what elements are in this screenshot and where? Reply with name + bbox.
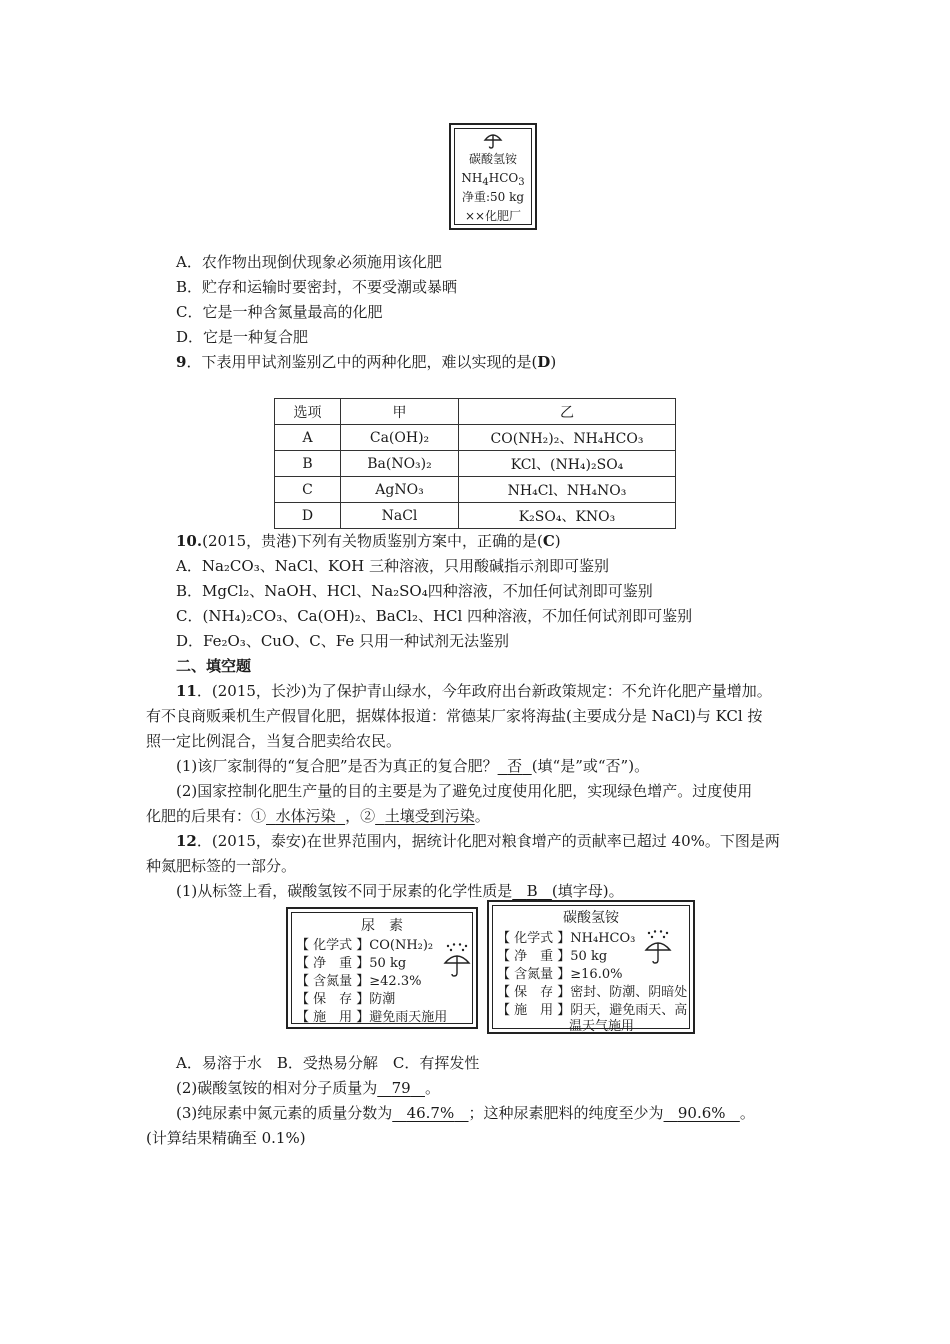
umbrella-icon xyxy=(455,132,531,150)
urea-label-row: 【 净 重 】50 kg xyxy=(296,956,407,971)
table-row: C AgNO₃ NH₄Cl、NH₄NO₃ xyxy=(275,477,676,503)
q12-answer-2: 79 xyxy=(391,1079,411,1097)
q11-answer-1: 否 xyxy=(507,757,523,775)
urea-label-title: 尿 素 xyxy=(361,918,403,934)
q10-option-b: B．MgCl₂、NaOH、HCl、Na₂SO₄四种溶液，不加任何试剂即可鉴别 xyxy=(176,582,653,600)
urea-label-row: 【 保 存 】防潮 xyxy=(296,992,396,1007)
q12-line1: 12．(2015，泰安)在世界范围内，据统计化肥对粮食增产的贡献率已超过 40%。下图是两 xyxy=(176,832,780,850)
q12-note: (计算结果精确至 0.1%) xyxy=(146,1129,306,1147)
q12-answer-1: B xyxy=(526,882,538,900)
q10-option-d: D．Fe₂O₃、CuO、C、Fe 只用一种试剂无法鉴别 xyxy=(176,632,509,650)
q11-part1: (1)该厂家制得的“复合肥”是否为真正的复合肥？ 否 (填“是”或“否”)。 xyxy=(176,757,650,775)
q11-line3: 照一定比例混合，当复合肥卖给农民。 xyxy=(146,732,402,750)
q8-option-b: B．贮存和运输时要密封，不要受潮或暴晒 xyxy=(176,278,458,296)
fertilizer-label-box xyxy=(449,123,537,230)
q9-stem: 9．下表用甲试剂鉴别乙中的两种化肥，难以实现的是(D) xyxy=(176,353,557,371)
q12-answer-3b: 90.6% xyxy=(677,1104,726,1122)
q12-answer-3a: 46.7% xyxy=(406,1104,455,1122)
urea-label-row: 【 施 用 】避免雨天施用 xyxy=(296,1010,448,1025)
q11-part2-line2: 化肥的后果有：① 水体污染 ，② 土壤受到污染。 xyxy=(146,807,490,825)
q8-option-a: A．农作物出现倒伏现象必须施用该化肥 xyxy=(176,253,442,271)
q12-part3: (3)纯尿素中氮元素的质量分数为 46.7% ；这种尿素肥料的纯度至少为 90.6% 。 xyxy=(176,1104,755,1122)
q10-stem: 10.(2015，贵港)下列有关物质鉴别方案中，正确的是(C) xyxy=(176,532,561,550)
q11-line2: 有不良商贩乘机生产假冒化肥，据媒体报道：常德某厂家将海盐(主要成分是 NaCl)与 KCl 按 xyxy=(146,707,763,725)
label-name: 碳酸氢铵 xyxy=(468,152,517,166)
reagent-table xyxy=(274,398,676,529)
q10-answer: C xyxy=(542,532,555,550)
bicarbonate-label xyxy=(487,900,695,1034)
label-maker: ××化肥厂 xyxy=(464,209,522,223)
urea-label xyxy=(286,907,478,1029)
q8-option-c: C．它是一种含氮量最高的化肥 xyxy=(176,303,383,321)
umbrella-rain-icon xyxy=(442,943,472,983)
q10-option-a: A．Na₂CO₃、NaCl、KOH 三种溶液，只用酸碱指示剂即可鉴别 xyxy=(176,557,609,575)
table-row: A Ca(OH)₂ CO(NH₂)₂、NH₄HCO₃ xyxy=(275,425,676,451)
q11-answer-2b: 土壤受到污染 xyxy=(384,807,475,825)
bicarbonate-label-title: 碳酸氢铵 xyxy=(563,910,619,926)
fertilizer-label-inner xyxy=(454,128,532,225)
q11-answer-2a: 水体污染 xyxy=(275,807,336,825)
q10-option-c: C．(NH₄)₂CO₃、Ca(OH)₂、BaCl₂、HCl 四种溶液，不加任何试剂即可鉴别 xyxy=(176,607,693,625)
bicarbonate-label-row: 【 化学式 】NH₄HCO₃ xyxy=(497,931,636,946)
q11-line1: 11．(2015，长沙)为了保护青山绿水，今年政府出台新政策规定：不允许化肥产量增加。 xyxy=(176,682,772,700)
section-heading: 二、填空题 xyxy=(176,657,252,675)
q12-options: A．易溶于水 B．受热易分解 C．有挥发性 xyxy=(176,1054,480,1072)
label-weight: 净重:50 kg xyxy=(461,190,525,204)
bicarbonate-label-row: 【 含氮量 】≥16.0% xyxy=(497,967,623,982)
urea-label-row: 【 含氮量 】≥42.3% xyxy=(296,974,422,989)
q8-option-d: D．它是一种复合肥 xyxy=(176,328,309,346)
bicarbonate-label-row: 温天气施用 xyxy=(569,1019,635,1034)
urea-label-row: 【 化学式 】CO(NH₂)₂ xyxy=(296,938,434,953)
bicarbonate-label-row: 【 净 重 】50 kg xyxy=(497,949,608,964)
q9-answer: D xyxy=(537,353,551,371)
q12-part1: (1)从标签上看，碳酸氢铵不同于尿素的化学性质是 B (填字母)。 xyxy=(176,882,624,900)
table-row: D NaCl K₂SO₄、KNO₃ xyxy=(275,503,676,529)
bicarbonate-label-row: 【 保 存 】密封、防潮、阴暗处 xyxy=(497,985,688,1000)
q12-part2: (2)碳酸氢铵的相对分子质量为 79 。 xyxy=(176,1079,440,1097)
table-row: B Ba(NO₃)₂ KCl、(NH₄)₂SO₄ xyxy=(275,451,676,477)
q12-line2: 种氮肥标签的一部分。 xyxy=(146,857,297,875)
umbrella-rain-icon xyxy=(643,930,673,970)
q11-part2-line1: (2)国家控制化肥生产量的目的主要是为了避免过度使用化肥，实现绿色增产。过度使用 xyxy=(176,782,753,800)
table-header-row: 选项 甲 乙 xyxy=(275,399,676,425)
bicarbonate-label-row: 【 施 用 】阴天，避免雨天、高 xyxy=(497,1003,688,1018)
label-formula: $NH_4HCO_3$ xyxy=(461,171,525,188)
